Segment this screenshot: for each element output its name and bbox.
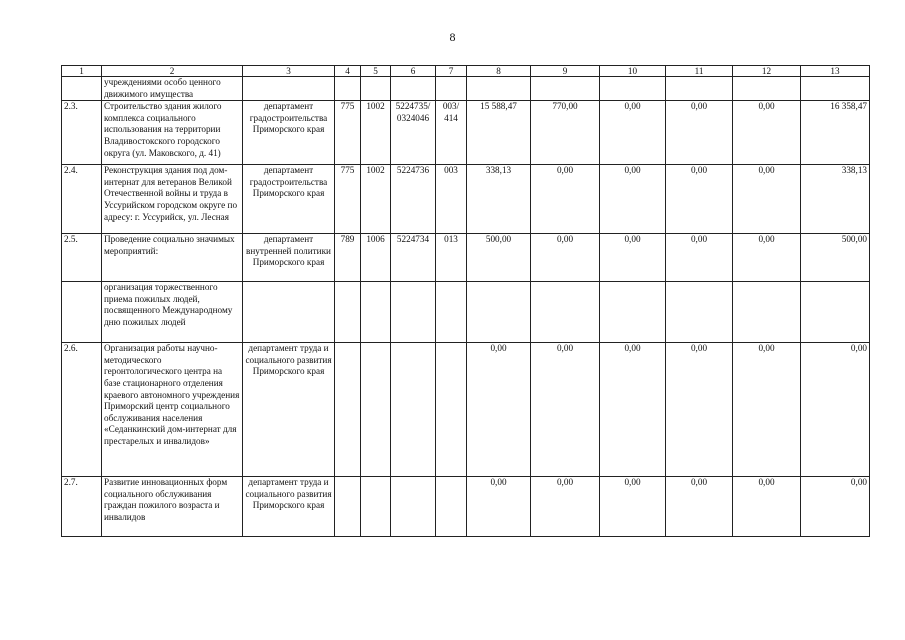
table-row [62, 343, 870, 477]
cell-col-5 [361, 77, 391, 101]
cell-col-3: департамент труда и социального развития Приморского края [243, 477, 335, 537]
column-header: 4 [335, 66, 361, 77]
cell-col-12: 0,00 [733, 343, 801, 477]
cell-col-9 [531, 77, 600, 101]
cell-col-7: 003 [436, 165, 467, 234]
cell-col-13 [801, 77, 870, 101]
cell-col-4 [335, 477, 361, 537]
cell-col-2: Реконструкция здания под дом-интернат для ветеранов Великой Отечественной войны и труда в Уссурийском городском округе по адресу: г. Уссурийск, ул. Лесная [102, 165, 243, 234]
table-row [62, 282, 870, 343]
cell-col-3: департамент внутренней политики Приморского края [243, 234, 335, 282]
cell-col-7 [436, 77, 467, 101]
cell-col-12: 0,00 [733, 477, 801, 537]
table-row [62, 101, 870, 165]
table-row [62, 477, 870, 537]
cell-col-6 [391, 77, 436, 101]
column-header: 13 [801, 66, 870, 77]
cell-col-3 [243, 77, 335, 101]
cell-col-4: 775 [335, 101, 361, 165]
cell-col-13: 0,00 [801, 343, 870, 477]
cell-col-5 [361, 282, 391, 343]
cell-col-13: 16 358,47 [801, 101, 870, 165]
cell-col-5: 1002 [361, 101, 391, 165]
page-number: 8 [449, 30, 456, 44]
cell-col-7: 013 [436, 234, 467, 282]
cell-col-3 [243, 282, 335, 343]
budget-table [61, 65, 870, 537]
cell-col-7 [436, 343, 467, 477]
cell-col-10: 0,00 [600, 343, 666, 477]
cell-col-2: Строительство здания жилого комплекса социального использования на территории Владивостокского городского округа (ул. Маковского, д. 41) [102, 101, 243, 165]
cell-col-2: организация торжественного приема пожилых людей, посвященного Международному дню пожилых людей [102, 282, 243, 343]
cell-col-2: Организация работы научно-методического геронтологического центра на базе стационарного отделения краевого автономного учреждения Приморский центр социального обслуживания населения «Седанкинский дом-интернат для престарелых и инвалидов» [102, 343, 243, 477]
cell-col-7 [436, 477, 467, 537]
column-header: 2 [102, 66, 243, 77]
cell-col-4: 789 [335, 234, 361, 282]
cell-col-11: 0,00 [666, 165, 733, 234]
cell-col-4 [335, 282, 361, 343]
cell-col-1: 2.7. [62, 477, 102, 537]
cell-col-4 [335, 77, 361, 101]
cell-col-9: 0,00 [531, 234, 600, 282]
cell-col-11 [666, 77, 733, 101]
cell-col-8: 338,13 [467, 165, 531, 234]
cell-col-10: 0,00 [600, 165, 666, 234]
cell-col-10 [600, 282, 666, 343]
column-header: 3 [243, 66, 335, 77]
cell-col-13: 338,13 [801, 165, 870, 234]
cell-col-8: 500,00 [467, 234, 531, 282]
cell-col-1: 2.4. [62, 165, 102, 234]
cell-col-4 [335, 343, 361, 477]
column-header: 7 [436, 66, 467, 77]
cell-col-10: 0,00 [600, 101, 666, 165]
cell-col-11: 0,00 [666, 101, 733, 165]
cell-col-2: Проведение социально значимых мероприятий: [102, 234, 243, 282]
cell-col-8: 0,00 [467, 343, 531, 477]
table-row [62, 77, 870, 101]
column-header: 8 [467, 66, 531, 77]
cell-col-10 [600, 77, 666, 101]
table-row [62, 165, 870, 234]
cell-col-11: 0,00 [666, 477, 733, 537]
cell-col-10: 0,00 [600, 234, 666, 282]
cell-col-13: 0,00 [801, 477, 870, 537]
cell-col-13: 500,00 [801, 234, 870, 282]
cell-col-2: Развитие инновационных форм социального обслуживания граждан пожилого возраста и инвалидов [102, 477, 243, 537]
cell-col-13 [801, 282, 870, 343]
cell-col-2: учреждениями особо ценного движимого имущества [102, 77, 243, 101]
cell-col-1 [62, 77, 102, 101]
cell-col-9: 770,00 [531, 101, 600, 165]
cell-col-6 [391, 477, 436, 537]
cell-col-12: 0,00 [733, 234, 801, 282]
cell-col-1 [62, 282, 102, 343]
cell-col-1: 2.3. [62, 101, 102, 165]
cell-col-6: 5224734 [391, 234, 436, 282]
cell-col-1: 2.6. [62, 343, 102, 477]
column-header: 10 [600, 66, 666, 77]
cell-col-5: 1006 [361, 234, 391, 282]
column-header: 9 [531, 66, 600, 77]
column-header: 6 [391, 66, 436, 77]
cell-col-12: 0,00 [733, 165, 801, 234]
column-header: 12 [733, 66, 801, 77]
cell-col-6: 5224735/ 0324046 [391, 101, 436, 165]
cell-col-5: 1002 [361, 165, 391, 234]
cell-col-8: 0,00 [467, 477, 531, 537]
cell-col-7 [436, 282, 467, 343]
cell-col-9 [531, 282, 600, 343]
cell-col-6 [391, 343, 436, 477]
cell-col-11 [666, 282, 733, 343]
cell-col-3: департамент градостроительства Приморского края [243, 165, 335, 234]
cell-col-12 [733, 282, 801, 343]
cell-col-11: 0,00 [666, 343, 733, 477]
cell-col-8: 15 588,47 [467, 101, 531, 165]
cell-col-12: 0,00 [733, 101, 801, 165]
cell-col-4: 775 [335, 165, 361, 234]
cell-col-11: 0,00 [666, 234, 733, 282]
cell-col-5 [361, 343, 391, 477]
column-header: 1 [62, 66, 102, 77]
cell-col-1: 2.5. [62, 234, 102, 282]
cell-col-9: 0,00 [531, 343, 600, 477]
column-number-row [62, 66, 870, 77]
cell-col-8 [467, 282, 531, 343]
cell-col-9: 0,00 [531, 165, 600, 234]
cell-col-5 [361, 477, 391, 537]
cell-col-6 [391, 282, 436, 343]
cell-col-8 [467, 77, 531, 101]
cell-col-3: департамент градостроительства Приморского края [243, 101, 335, 165]
cell-col-3: департамент труда и социального развития Приморского края [243, 343, 335, 477]
cell-col-10: 0,00 [600, 477, 666, 537]
column-header: 11 [666, 66, 733, 77]
table-row [62, 234, 870, 282]
cell-col-7: 003/ 414 [436, 101, 467, 165]
cell-col-12 [733, 77, 801, 101]
column-header: 5 [361, 66, 391, 77]
cell-col-9: 0,00 [531, 477, 600, 537]
cell-col-6: 5224736 [391, 165, 436, 234]
